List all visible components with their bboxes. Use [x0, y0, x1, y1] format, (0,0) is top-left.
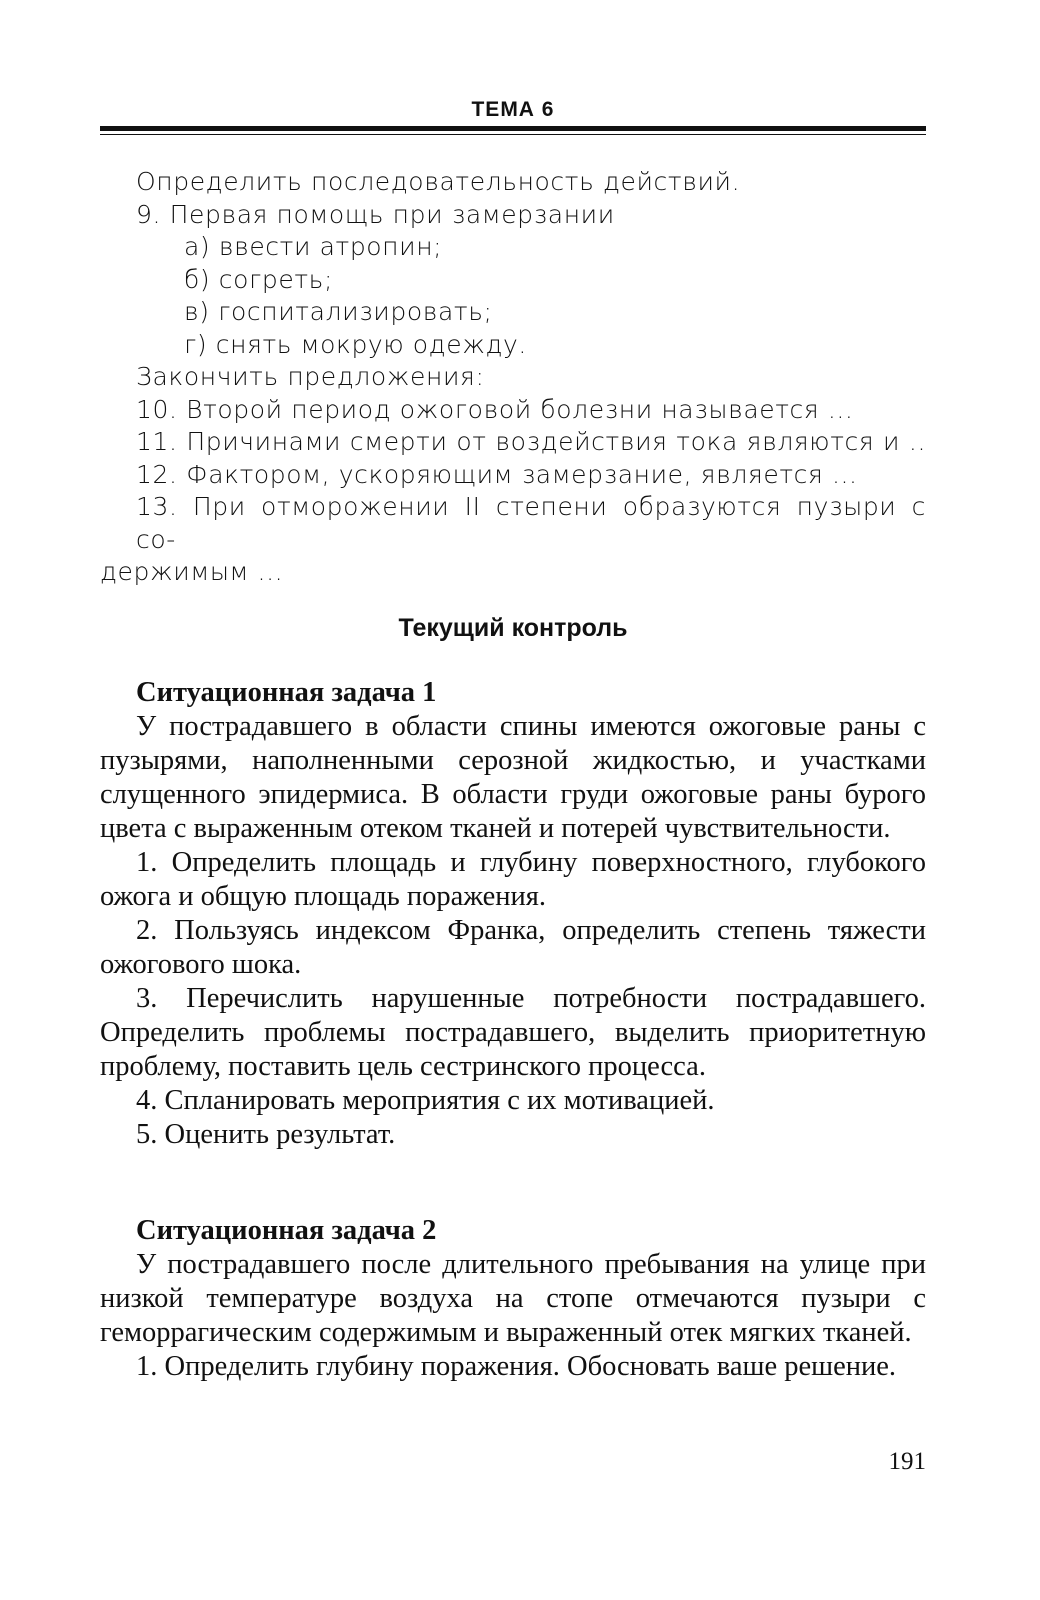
- question-13-line-1: 13. При отморожении II степени образуются пузыри с со-: [136, 492, 926, 554]
- task-2-description: У пострадавшего после длительного пребывания на улице при низкой температуре воздуха на стопе отмечаются пузыри с геморрагическим содержимым и выраженный отек мягких тканей.: [100, 1249, 926, 1348]
- question-9: 9. Первая помощь при замерзании: [136, 199, 615, 229]
- task-2: [100, 1214, 926, 1384]
- running-header: ТЕМА 6: [471, 98, 555, 121]
- complete-instruction: Закончить предложения:: [136, 362, 485, 391]
- task-2-item: 1. Определить глубину поражения. Обосновать ваше решение.: [136, 1351, 896, 1382]
- task-1-item: 5. Оценить результат.: [136, 1119, 396, 1150]
- page-number: 191: [888, 1448, 926, 1475]
- question-9-option: б) согреть;: [184, 264, 334, 294]
- task-1-title: Ситуационная задача 1: [136, 677, 437, 708]
- task-2-title: Ситуационная задача 2: [136, 1215, 437, 1246]
- question-13-line-2: держимым ...: [100, 557, 284, 586]
- question-9-option: а) ввести атропин;: [184, 232, 443, 261]
- task-1: [100, 676, 926, 1152]
- header-rule-thick: [100, 126, 926, 131]
- header-rule-thin: [100, 134, 926, 135]
- question-9-option: г) снять мокрую одежду.: [184, 329, 527, 359]
- quiz-block: [100, 166, 926, 589]
- question-9-option: в) госпитализировать;: [184, 297, 493, 326]
- section-title: Текущий контроль: [398, 614, 628, 642]
- task-1-description: У пострадавшего в области спины имеются ожоговые раны с пузырями, наполненными серозной жидкостью, и участками слущенного эпидермиса. В области груди ожоговые раны бурого цвета с выраженным отеком тканей и потерей чувствительности.: [100, 711, 926, 844]
- task-1-item: 4. Спланировать мероприятия с их мотивацией.: [136, 1085, 715, 1116]
- sequence-instruction: Определить последовательность действий.: [136, 167, 741, 196]
- question-12: 12. Фактором, ускоряющим замерзание, является ...: [136, 459, 858, 489]
- task-1-item: 2. Пользуясь индексом Франка, определить степень тяжести ожогового шока.: [100, 915, 926, 980]
- task-1-item: 3. Перечислить нарушенные потребности пострадавшего. Определить проблемы пострадавшего, выделить приоритетную проблему, поставить цель сестринского процесса.: [100, 983, 926, 1082]
- question-11: 11. Причинами смерти от воздействия тока являются и ..: [136, 427, 926, 456]
- task-1-item: 1. Определить площадь и глубину поверхностного, глубокого ожога и общую площадь поражения.: [100, 847, 926, 912]
- question-10: 10. Второй период ожоговой болезни называется ...: [136, 394, 854, 424]
